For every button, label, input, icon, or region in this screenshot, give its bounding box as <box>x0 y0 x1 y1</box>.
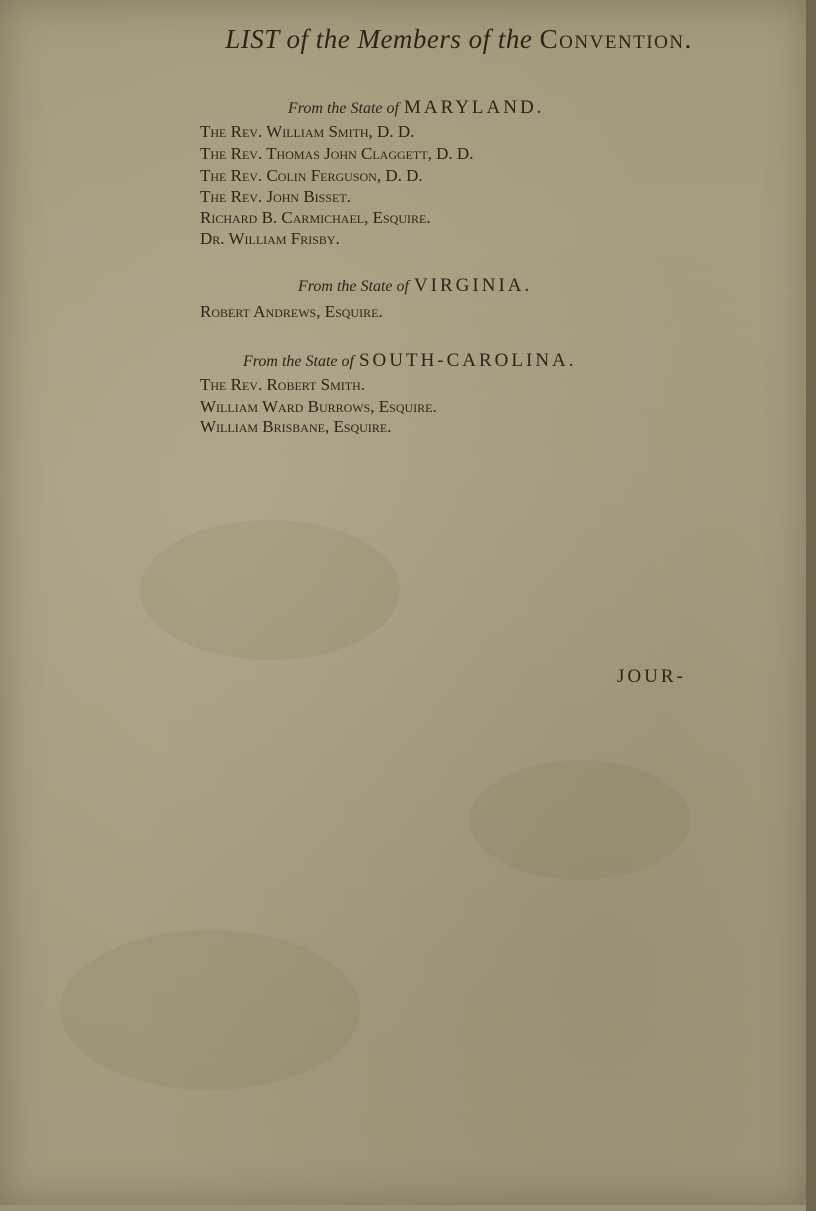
page-title-main: LIST of the Members of the <box>225 24 533 54</box>
page-stain <box>60 930 360 1090</box>
member-item: The Rev. William Smith, D. D. <box>200 122 415 141</box>
catchword: JOUR- <box>617 666 686 687</box>
member-item: Dr. William Frisby. <box>200 229 340 248</box>
page-edge <box>806 0 816 1211</box>
state-heading-virginia <box>298 274 532 297</box>
member-item: William Brisbane, Esquire. <box>200 417 392 436</box>
page-stain <box>140 520 400 660</box>
member-item: William Ward Burrows, Esquire. <box>200 397 437 416</box>
member-item: The Rev. John Bisset. <box>200 187 351 206</box>
state-name: SOUTH-CAROLINA. <box>358 350 577 371</box>
page-stain <box>470 760 690 880</box>
state-intro: From the State of <box>298 278 409 295</box>
member-item: Richard B. Carmichael, Esquire. <box>200 208 431 227</box>
page-title <box>0 24 808 55</box>
member-item: The Rev. Robert Smith. <box>200 375 366 394</box>
state-name: VIRGINIA. <box>413 275 533 296</box>
member-item: The Rev. Colin Ferguson, D. D. <box>200 166 423 185</box>
state-heading-maryland <box>288 96 544 119</box>
state-intro: From the State of <box>288 100 399 117</box>
state-name: MARYLAND. <box>403 97 545 118</box>
state-heading-south-carolina <box>243 349 577 372</box>
member-item: Robert Andrews, Esquire. <box>200 302 383 321</box>
state-intro: From the State of <box>243 353 354 370</box>
member-item: The Rev. Thomas John Claggett, D. D. <box>200 144 474 163</box>
page-title-convention: Convention. <box>539 24 693 54</box>
